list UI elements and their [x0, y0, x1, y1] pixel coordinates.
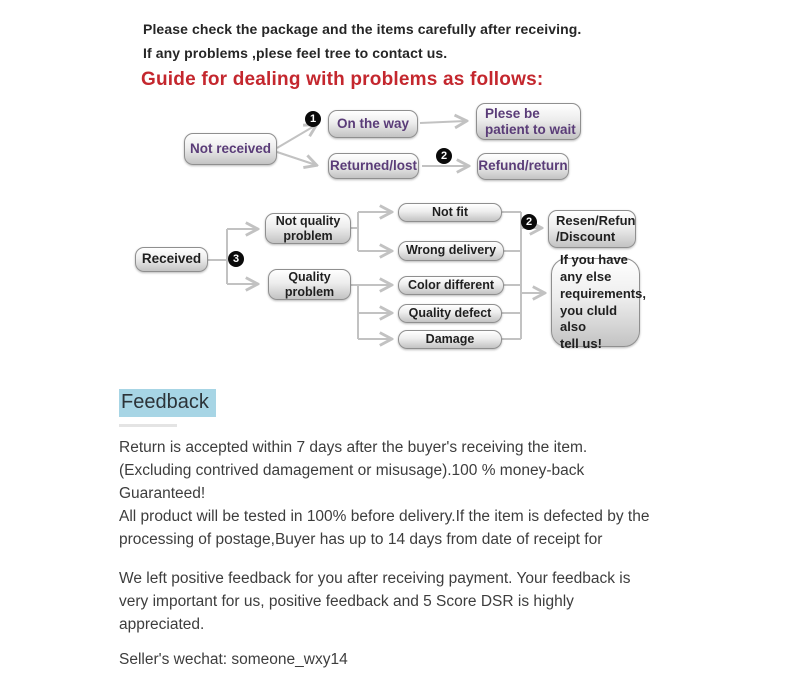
flow-node-if-line3: requirements, [560, 285, 646, 301]
flow-node-if-line5: tell us! [560, 336, 602, 352]
flow-node-patient-wait [476, 103, 581, 140]
flow-node-quality-defect: Quality defect [398, 304, 502, 323]
flow-node-quality-line1: Quality [288, 270, 331, 285]
flow-node-damage: Damage [398, 330, 502, 349]
return-policy-line: (Excluding contrived damagement or misusage).100 % money-back [119, 462, 585, 479]
positive-feedback-line: appreciated. [119, 616, 205, 633]
step-badge-2-right: 2 [521, 214, 537, 230]
seller-wechat: Seller's wechat: someone_wxy14 [119, 651, 348, 668]
flow-node-if-line4: you cluld also [560, 302, 618, 335]
step-badge-2-top: 2 [436, 148, 452, 164]
flow-node-color-different: Color different [398, 276, 504, 295]
flow-node-not-quality-problem [265, 213, 351, 244]
intro-line-1: Please check the package and the items carefully after receiving. [143, 21, 582, 37]
flow-node-quality-problem [268, 269, 351, 300]
flow-node-quality-line2: problem [284, 284, 335, 299]
step-badge-3: 3 [228, 251, 244, 267]
return-policy-line: Return is accepted within 7 days after the buyer's receiving the item. [119, 439, 588, 456]
step-badge-1: 1 [305, 111, 321, 127]
intro-line-2: If any problems ,plese feel tree to contact us. [143, 45, 448, 61]
return-policy-line: All product will be tested in 100% before delivery.If the item is defected by the [119, 508, 650, 525]
flow-node-resen-line1: Resen/Refun [556, 213, 636, 229]
flow-node-returned-lost: Returned/lost [328, 153, 419, 179]
flow-node-not-fit: Not fit [398, 203, 502, 222]
flow-node-if-line1: If you have [560, 251, 628, 267]
return-policy-line: Guaranteed! [119, 485, 206, 502]
feedback-underline [119, 424, 177, 427]
feedback-heading: Feedback [119, 389, 216, 417]
positive-feedback-line: We left positive feedback for you after receiving payment. Your feedback is [119, 570, 631, 587]
positive-feedback-line: very important for us, positive feedback and 5 Score DSR is highly [119, 593, 574, 610]
flow-node-patient-wait-line2: patient to wait [485, 121, 576, 137]
flow-node-patient-wait-line1: Plese be [485, 105, 540, 121]
flow-node-received: Received [135, 247, 208, 272]
flow-node-not-quality-line1: Not quality [275, 214, 341, 229]
flow-node-refund-return: Refund/return [477, 153, 569, 180]
positive-feedback-paragraph [119, 567, 719, 636]
flow-node-if-line2: any else [560, 268, 612, 284]
flow-node-wrong-delivery: Wrong delivery [398, 241, 504, 261]
return-policy-paragraph [119, 436, 719, 551]
flow-node-not-received: Not received [184, 133, 277, 165]
guide-heading: Guide for dealing with problems as follows: [141, 69, 544, 90]
return-policy-line: processing of postage,Buyer has up to 14 days from date of receipt for [119, 531, 603, 548]
flow-node-resen-line2: /Discount [556, 229, 616, 244]
flow-node-not-quality-line2: problem [283, 228, 333, 243]
flow-node-other-requirements [551, 251, 646, 352]
flow-node-resend-refund-discount [548, 210, 636, 248]
flow-node-on-the-way: On the way [328, 110, 418, 138]
